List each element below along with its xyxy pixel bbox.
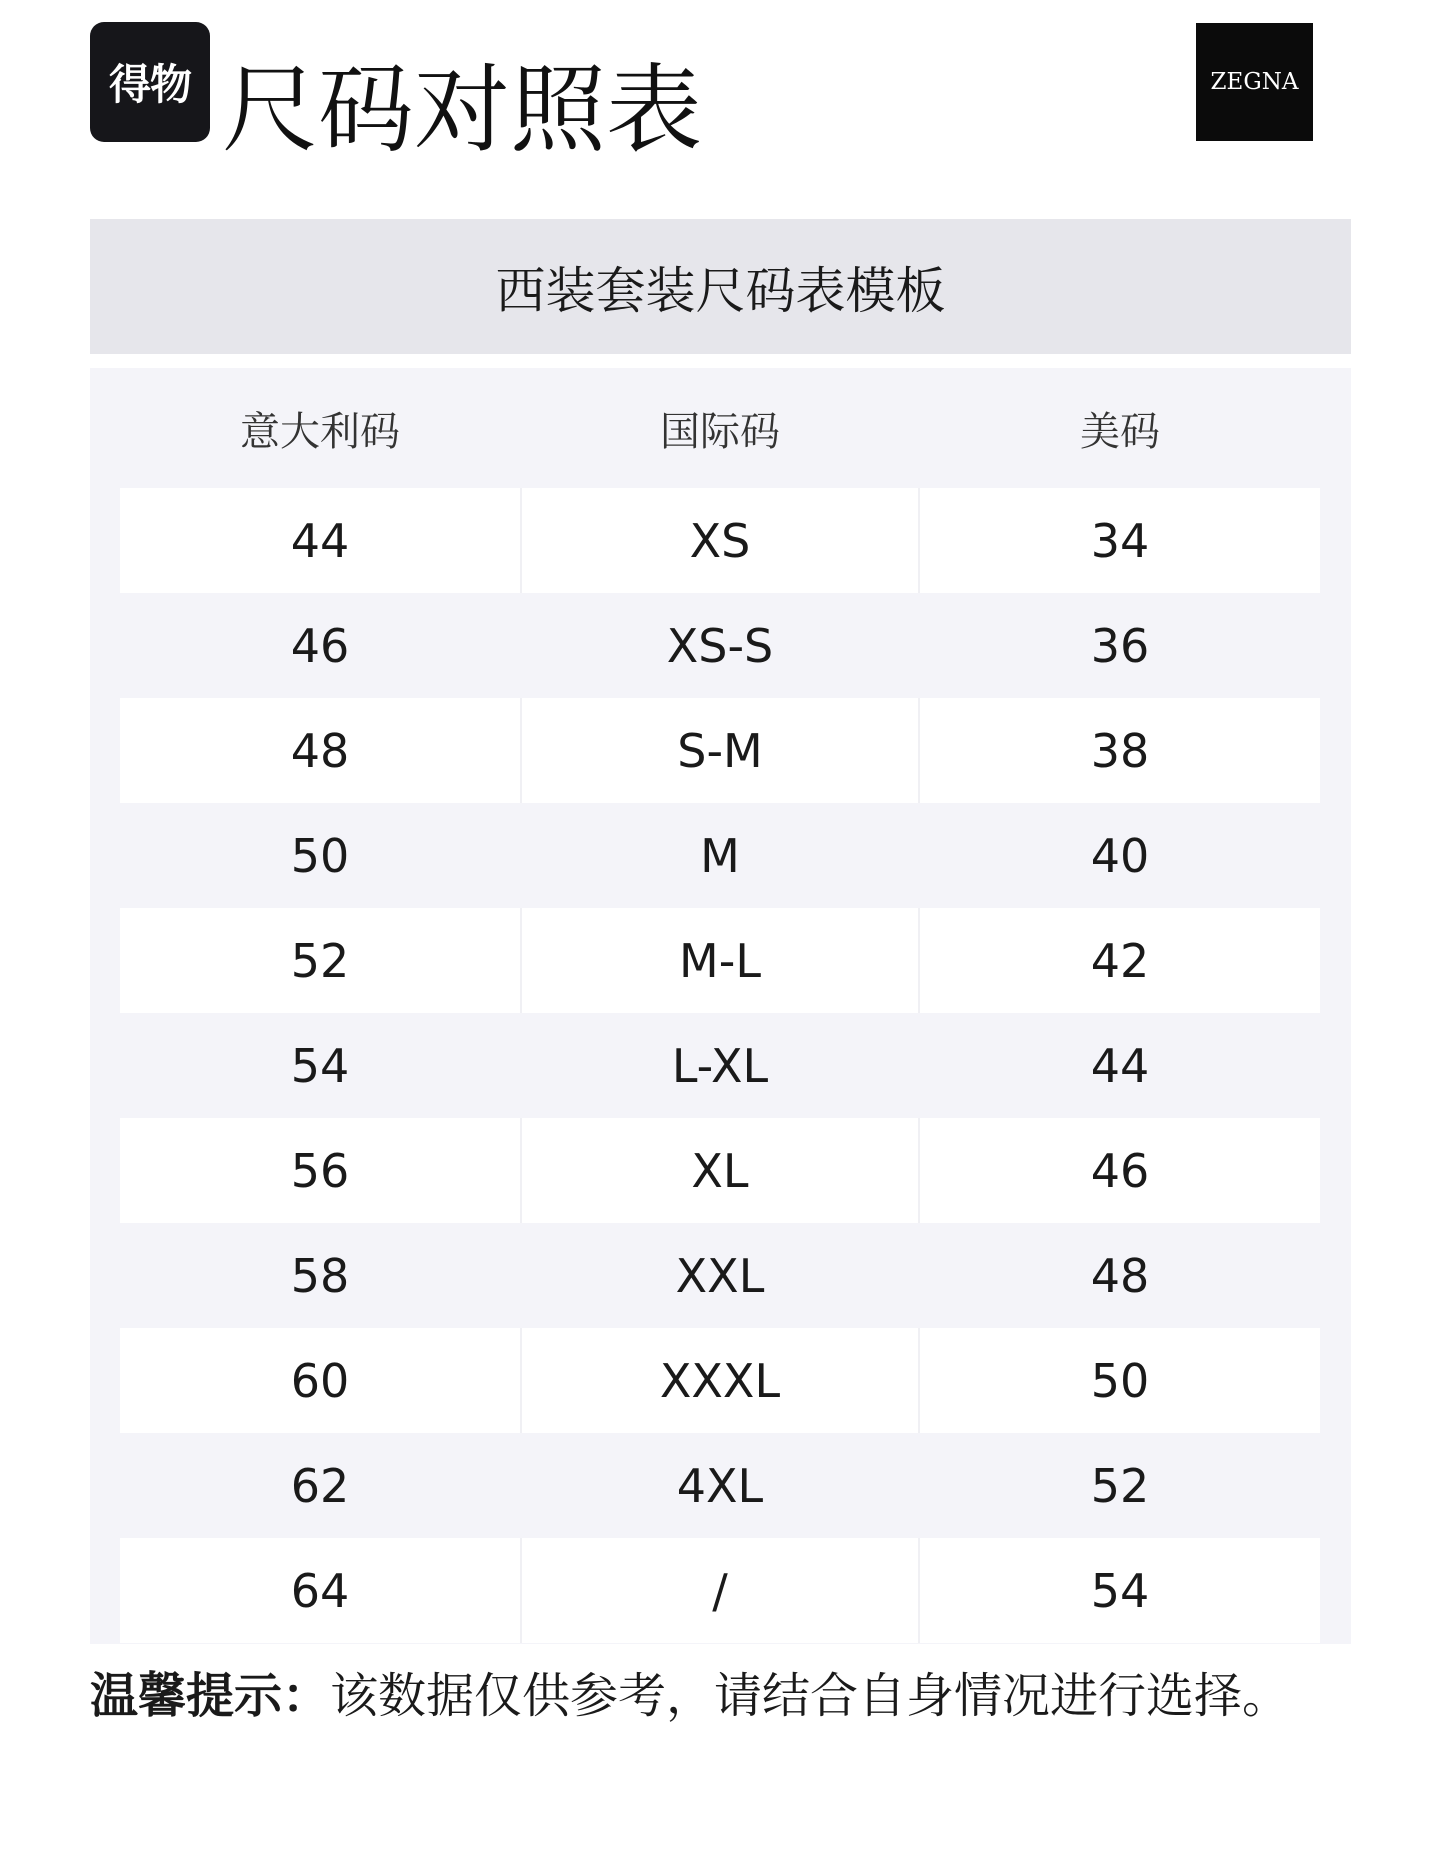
table-row <box>120 908 1320 1013</box>
cell-us: 46 <box>1090 1143 1150 1198</box>
cell-international: M-L <box>520 908 920 1013</box>
table-row <box>120 1433 1320 1538</box>
cell-international: XS-S <box>666 618 774 673</box>
cell-us: 48 <box>1090 1248 1150 1303</box>
brand-logo <box>1196 23 1313 141</box>
cell-international: XXXL <box>520 1328 920 1433</box>
cell-italian: 56 <box>290 1143 350 1198</box>
cell-us: 34 <box>1090 513 1150 568</box>
app-logo-text: 得物 <box>108 60 191 109</box>
size-table <box>90 368 1351 1644</box>
cell-international: M <box>700 828 740 883</box>
tip-text: 该数据仅供参考，请结合自身情况进行选择。 <box>330 1668 1291 1724</box>
cell-italian: 48 <box>290 723 350 778</box>
tip-label: 温馨提示： <box>90 1668 331 1724</box>
table-row <box>120 1328 1320 1433</box>
template-title: 西装套装尺码表模板 <box>495 261 946 320</box>
table-body <box>120 488 1320 1643</box>
cell-international: XS <box>520 488 920 593</box>
table-row <box>120 593 1320 698</box>
template-banner <box>90 219 1351 354</box>
cell-us: 50 <box>1090 1353 1150 1408</box>
brand-logo-text: ZEGNA <box>1210 69 1299 95</box>
table-header <box>120 368 1320 488</box>
cell-international: / <box>520 1538 920 1643</box>
table-row <box>120 1118 1320 1223</box>
table-row <box>120 488 1320 593</box>
column-header-international: 国际码 <box>660 408 780 455</box>
cell-italian: 60 <box>290 1353 350 1408</box>
cell-us: 38 <box>1090 723 1150 778</box>
app-logo <box>90 22 210 142</box>
cell-us: 40 <box>1090 828 1150 883</box>
cell-italian: 52 <box>290 933 350 988</box>
table-row <box>120 1223 1320 1328</box>
table-row <box>120 1013 1320 1118</box>
cell-italian: 62 <box>290 1458 350 1513</box>
cell-international: XL <box>520 1118 920 1223</box>
page-title: 尺码对照表 <box>222 54 702 166</box>
cell-us: 42 <box>1090 933 1150 988</box>
cell-us: 52 <box>1090 1458 1150 1513</box>
cell-italian: 44 <box>290 513 350 568</box>
cell-italian: 58 <box>290 1248 350 1303</box>
table-row <box>120 698 1320 803</box>
column-header-italian: 意大利码 <box>240 408 400 455</box>
table-row <box>120 803 1320 908</box>
cell-international: S-M <box>520 698 920 803</box>
cell-us: 54 <box>1090 1563 1150 1618</box>
cell-international: L-XL <box>671 1038 769 1093</box>
cell-international: XXL <box>675 1248 765 1303</box>
cell-us: 44 <box>1090 1038 1150 1093</box>
cell-italian: 54 <box>290 1038 350 1093</box>
cell-italian: 50 <box>290 828 350 883</box>
table-row <box>120 1538 1320 1643</box>
cell-international: 4XL <box>676 1458 764 1513</box>
cell-us: 36 <box>1090 618 1150 673</box>
footer-tip <box>90 1663 1290 1729</box>
cell-italian: 46 <box>290 618 350 673</box>
cell-italian: 64 <box>290 1563 350 1618</box>
column-header-us: 美码 <box>1080 408 1160 455</box>
